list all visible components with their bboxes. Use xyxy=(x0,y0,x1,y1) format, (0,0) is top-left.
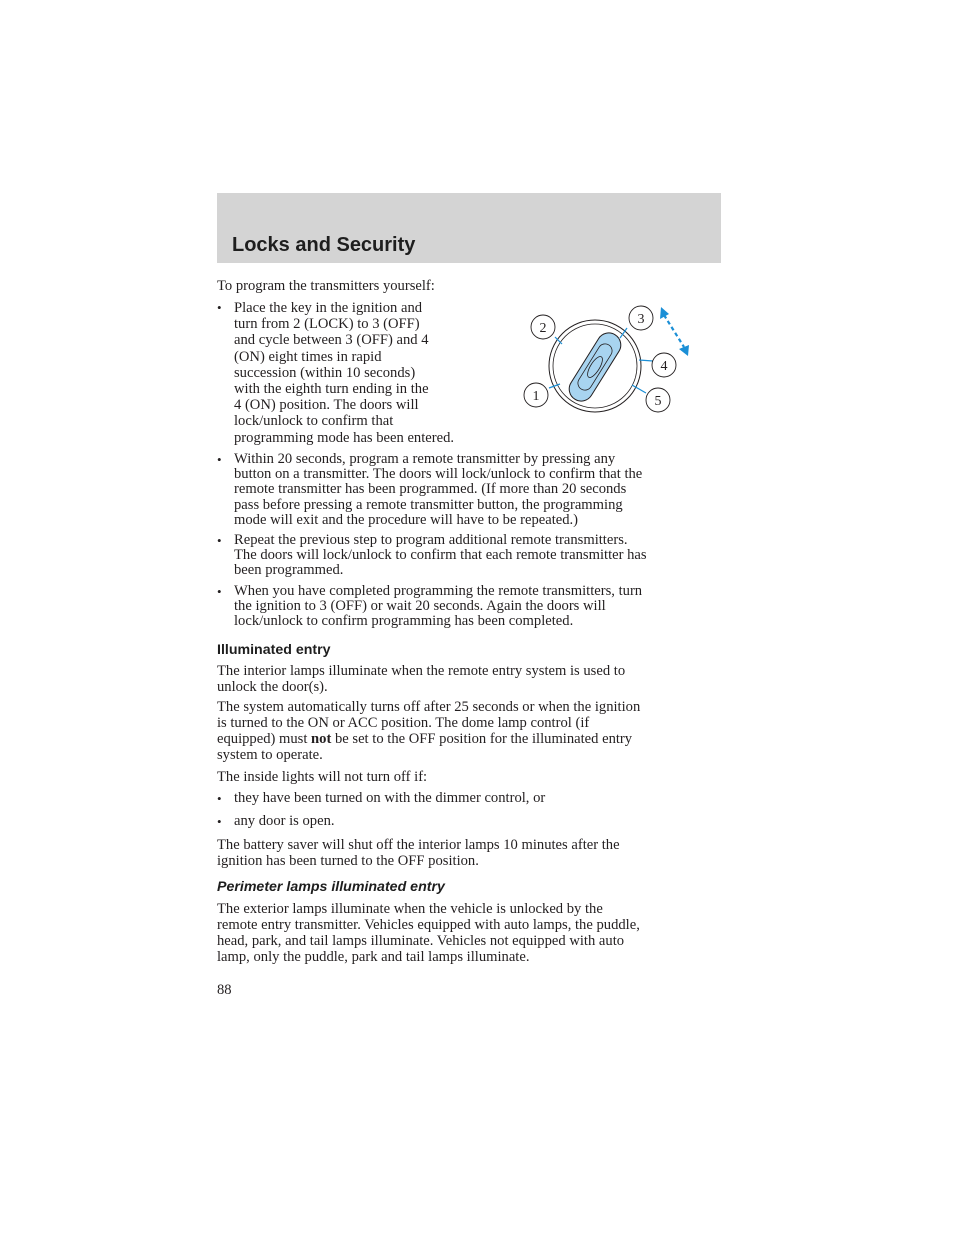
position-label-2: 2 xyxy=(539,321,547,336)
section-header xyxy=(217,193,721,263)
text-line: 4 (ON) position. The doors will xyxy=(234,397,419,414)
text-line: remote transmitter has been programmed. (If more than 20 seconds xyxy=(234,481,627,498)
paragraph-perimeter-lamps xyxy=(217,901,721,965)
position-label-5: 5 xyxy=(654,394,662,409)
text-line: with the eighth turn ending in the xyxy=(234,381,429,398)
text-line: The interior lamps illuminate when the remote entry system is used to xyxy=(217,663,626,679)
text-line: lamp, only the puddle, park and tail lamps illuminate. xyxy=(217,949,530,965)
text-line: Place the key in the ignition and xyxy=(234,300,423,316)
text-line: The doors will lock/unlock to confirm that each remote transmitter has xyxy=(234,547,647,564)
position-label-1: 1 xyxy=(532,389,540,404)
text-line: is turned to the ON or ACC position. The dome lamp control (if xyxy=(217,715,590,731)
position-label-3: 3 xyxy=(637,312,645,327)
bullet-dot: • xyxy=(217,452,222,467)
text-line: mode will exit and the procedure will have to be repeated.) xyxy=(234,511,579,528)
text-line: the ignition to 3 (OFF) or wait 20 seconds. Again the doors will xyxy=(234,598,606,615)
text-line: The system automatically turns off after 25 seconds or when the ignition xyxy=(217,699,641,715)
text-line: head, park, and tail lamps illuminate. Vehicles not equipped with auto xyxy=(217,933,625,949)
text-line: lock/unlock to confirm that xyxy=(234,413,394,430)
list-item-text xyxy=(234,584,724,630)
position-label-4: 4 xyxy=(660,359,668,374)
list-item-text: they have been turned on with the dimmer control, or xyxy=(234,790,546,806)
text-line: (ON) eight times in rapid xyxy=(234,348,382,365)
text-line: succession (within 10 seconds) xyxy=(234,364,416,381)
subheading-illuminated-entry: Illuminated entry xyxy=(217,642,331,658)
text-line: Repeat the previous step to program additional remote transmitters. xyxy=(234,532,628,548)
text-span: be set to the OFF position for the illuminated entry xyxy=(331,731,633,747)
paragraph-battery-saver xyxy=(217,837,721,869)
text-line: programming mode has been entered. xyxy=(234,429,455,446)
list-item-text: any door is open. xyxy=(234,813,335,829)
ignition-diagram xyxy=(515,300,705,420)
bullet-dot: • xyxy=(217,814,222,829)
text-line: unlock the door(s). xyxy=(217,679,328,695)
list-item-text xyxy=(234,452,724,528)
subheading-perimeter-lamps: Perimeter lamps illuminated entry xyxy=(217,879,445,895)
list-item-text xyxy=(234,300,524,446)
bullet-dot: • xyxy=(217,300,222,315)
section-title: Locks and Security xyxy=(232,234,416,256)
intro-text: To program the transmitters yourself: xyxy=(217,278,435,294)
rotation-arrow xyxy=(664,315,684,347)
text-line: pass before pressing a remote transmitter button, the programming xyxy=(234,496,623,513)
text-line: system to operate. xyxy=(217,747,323,763)
text-line: Within 20 seconds, program a remote transmitter by pressing any xyxy=(234,451,616,467)
text-line xyxy=(217,731,721,747)
text-line: lock/unlock to confirm programming has been completed. xyxy=(234,613,574,630)
bullet-dot: • xyxy=(217,791,222,806)
text-line: turn from 2 (LOCK) to 3 (OFF) xyxy=(234,316,420,333)
text-line: been programmed. xyxy=(234,562,344,579)
emphasis-not: not xyxy=(311,731,332,747)
text-span: equipped) must xyxy=(217,731,312,747)
text-line: and cycle between 3 (OFF) and 4 xyxy=(234,332,429,349)
text-line: ignition has been turned to the OFF position. xyxy=(217,853,479,869)
text-line: The battery saver will shut off the interior lamps 10 minutes after the xyxy=(217,837,620,853)
list-item-text xyxy=(234,533,724,579)
text-line: button on a transmitter. The doors will lock/unlock to confirm that the xyxy=(234,466,643,483)
text-line: remote entry transmitter. Vehicles equipped with auto lamps, the puddle, xyxy=(217,917,640,933)
page-number: 88 xyxy=(217,982,232,998)
paragraph-interior-lamps xyxy=(217,663,721,695)
bullet-dot: • xyxy=(217,584,222,599)
text-line: The exterior lamps illuminate when the vehicle is unlocked by the xyxy=(217,901,603,917)
paragraph-auto-off xyxy=(217,699,721,763)
paragraph-lights-intro: The inside lights will not turn off if: xyxy=(217,769,428,785)
bullet-dot: • xyxy=(217,533,222,548)
text-line: When you have completed programming the remote transmitters, turn xyxy=(234,583,643,599)
